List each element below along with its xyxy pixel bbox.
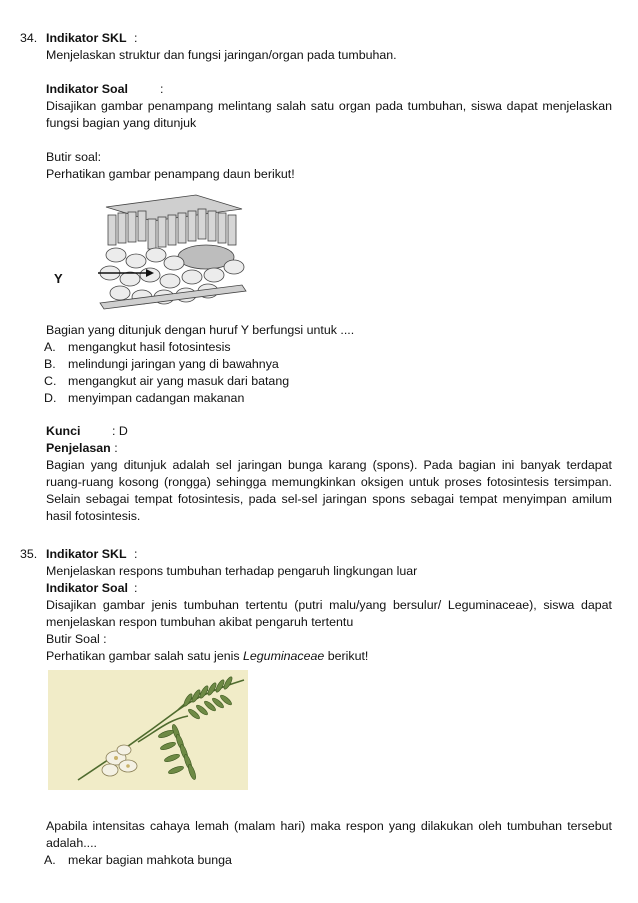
soal-label: Indikator Soal [46, 82, 128, 96]
butir-text: Perhatikan gambar penampang daun berikut! [46, 167, 295, 181]
question-number-34: 34. [20, 31, 38, 45]
question-number-35: 35. [20, 547, 38, 561]
option-b[interactable]: B. melindungi jaringan yang di bawahnya [44, 357, 279, 371]
option-d[interactable]: D. menyimpan cadangan makanan [44, 391, 245, 405]
penjelasan-text: Bagian yang ditunjuk adalah sel jaringan bunga karang (spons). Pada bagian ini banyak terdapat ruang-ruang kosong (rongga) sehingga memungkinkan oksigen untuk proses fotosintesis tersimpan. Selain sebagai tempat fotosintesis, pada sel-sel jaringan spons sebagai tempat menyimpan amilum hasil fotosintesis. [46, 458, 612, 523]
question-text-35: Apabila intensitas cahaya lemah (malam hari) maka respon yang dilakukan oleh tumbuhan tersebut adalah.... [46, 819, 612, 850]
skl-label: Indikator SKL [46, 31, 127, 45]
soal-text: Disajikan gambar penampang melintang salah satu organ pada tumbuhan, siswa dapat menjelaskan fungsi bagian yang ditunjuk [46, 99, 612, 130]
question-34-body [46, 322, 612, 525]
penjelasan-colon: : [114, 441, 118, 455]
question-34-header [46, 30, 612, 183]
soal-colon: : [160, 82, 164, 96]
butir-text-35: Perhatikan gambar salah satu jenis Leguminaceae berikut! [46, 649, 369, 663]
skl-text: Menjelaskan struktur dan fungsi jaringan/organ pada tumbuhan. [46, 48, 397, 62]
soal-colon-35: : [134, 581, 138, 595]
question-text: Bagian yang ditunjuk dengan huruf Y berfungsi untuk .... [46, 323, 355, 337]
soal-text-35: Disajikan gambar jenis tumbuhan tertentu (putri malu/yang bersulur/ Leguminaceae), siswa dapat menjelaskan respon tumbuhan akibat pengaruh tertentu [46, 598, 612, 629]
penjelasan-label: Penjelasan [46, 441, 111, 455]
question-35-body [46, 818, 612, 869]
butir-label-35: Butir Soal : [46, 632, 107, 646]
leaf-cross-section-figure [46, 193, 254, 311]
kunci-label: Kunci [46, 424, 81, 438]
kunci-value: : D [112, 424, 128, 438]
option-a-35[interactable]: A. mekar bagian mahkota bunga [44, 853, 232, 867]
skl-label-35: Indikator SKL [46, 547, 127, 561]
skl-colon: : [134, 31, 138, 45]
question-35-header [46, 546, 612, 665]
butir-label: Butir soal: [46, 150, 102, 164]
skl-colon-35: : [134, 547, 138, 561]
option-c[interactable]: C. mengangkut air yang masuk dari batang [44, 374, 290, 388]
option-a[interactable]: A. mengangkut hasil fotosintesis [44, 340, 231, 354]
leguminaceae-plant-figure [48, 670, 248, 790]
figure-label-y: Y [54, 271, 63, 286]
skl-text-35: Menjelaskan respons tumbuhan terhadap pengaruh lingkungan luar [46, 564, 418, 578]
soal-label-35: Indikator Soal [46, 581, 128, 595]
